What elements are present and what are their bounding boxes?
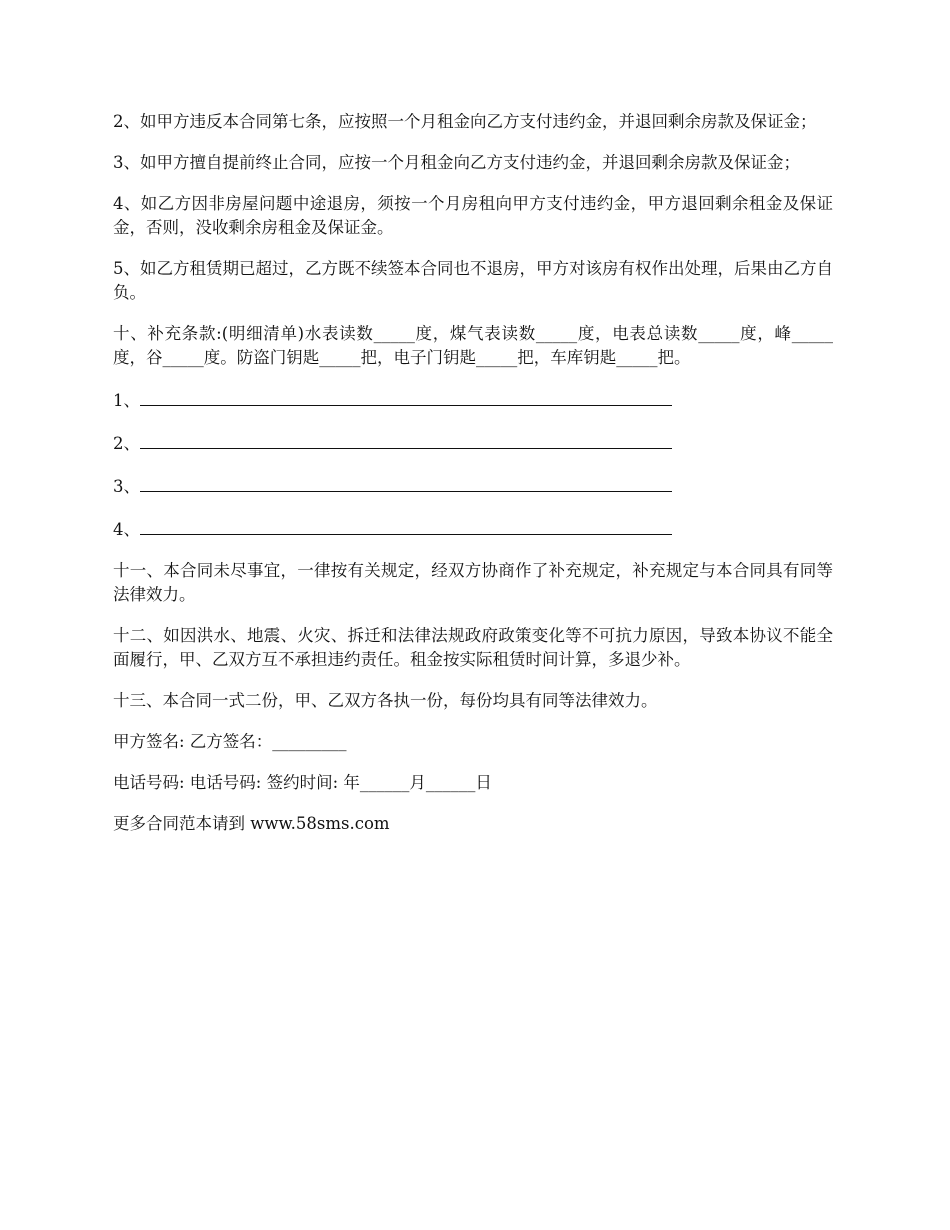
clause-11-paragraph: 十一、本合同未尽事宜，一律按有关规定，经双方协商作了补充规定，补充规定与本合同具有同等法律效力。 (113, 561, 833, 604)
clause-12-paragraph: 十二、如因洪水、地震、火灾、拆迁和法律法规政府政策变化等不可抗力原因，导致本协议不能全面履行，甲、乙双方互不承担违约责任。租金按实际租赁时间计算，多退少补。 (113, 626, 833, 669)
blank-line-2 (113, 430, 833, 456)
blank-line-3 (113, 473, 833, 499)
signature-line: 甲方签名: 乙方签名：_________ (113, 732, 347, 751)
blank-line-1 (113, 387, 833, 413)
clause-13-paragraph: 十三、本合同一式二份，甲、乙双方各执一份，每份均具有同等法律效力。 (113, 691, 658, 710)
footer-link-text: 更多合同范本请到 www.58sms.com (113, 814, 390, 833)
clause-3-paragraph: 3、如甲方擅自提前终止合同，应按一个月租金向乙方支付违约金，并退回剩余房款及保证金； (113, 153, 800, 172)
clause-2-paragraph: 2、如甲方违反本合同第七条，应按照一个月租金向乙方支付违约金，并退回剩余房款及保证金； (113, 112, 817, 131)
phone-date-line: 电话号码: 电话号码: 签约时间: 年______月______日 (113, 773, 492, 792)
blank-underline (140, 473, 672, 492)
blank-line-number: 2、 (113, 434, 140, 453)
blank-line-4 (113, 516, 833, 542)
blank-underline (140, 387, 672, 406)
blank-underline (140, 516, 672, 535)
blank-underline (140, 430, 672, 449)
document-body (113, 110, 833, 853)
blank-line-number: 1、 (113, 391, 140, 410)
supplementary-terms-paragraph: 十、补充条款:(明细清单)水表读数_____度，煤气表读数_____度，电表总读数_____度，峰_____度，谷_____度。防盗门钥匙_____把，电子门钥匙_____把，车库钥匙_____把。 (113, 324, 833, 367)
clause-5-paragraph: 5、如乙方租赁期已超过，乙方既不续签本合同也不退房，甲方对该房有权作出处理，后果由乙方自负。 (113, 259, 833, 302)
blank-line-number: 3、 (113, 477, 140, 496)
clause-4-paragraph: 4、如乙方因非房屋问题中途退房，须按一个月房租向甲方支付违约金，甲方退回剩余租金及保证金，否则，没收剩余房租金及保证金。 (113, 194, 833, 237)
blank-line-number: 4、 (113, 520, 140, 539)
